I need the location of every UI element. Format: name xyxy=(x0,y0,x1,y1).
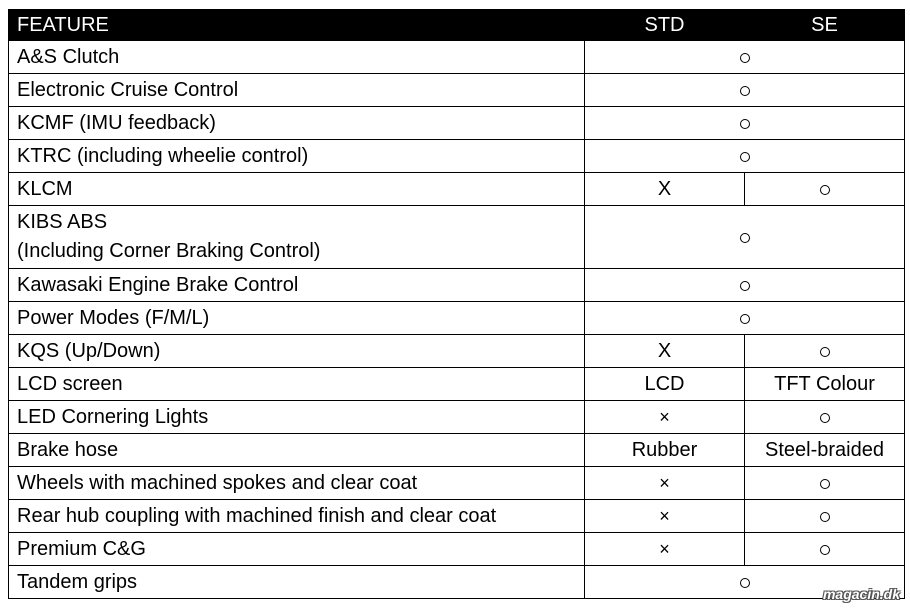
value-cell xyxy=(585,368,745,401)
value-text: × xyxy=(659,407,670,427)
included-mark xyxy=(585,107,905,140)
feature-cell xyxy=(9,566,585,599)
feature-cell xyxy=(9,41,585,74)
feature-cell xyxy=(9,173,585,206)
circle-icon xyxy=(740,53,750,63)
table-row xyxy=(9,500,905,533)
included-mark xyxy=(585,206,905,269)
value-text: X xyxy=(657,340,672,362)
value-text: × xyxy=(659,473,670,493)
feature-label: Brake hose xyxy=(17,438,119,461)
feature-label: LCD screen xyxy=(17,372,123,395)
value-cell xyxy=(745,434,905,467)
value-cell xyxy=(585,500,745,533)
feature-cell xyxy=(9,140,585,173)
value-cell xyxy=(585,173,745,206)
feature-label: LED Cornering Lights xyxy=(17,405,209,428)
circle-icon xyxy=(740,119,750,129)
table-row xyxy=(9,467,905,500)
circle-icon xyxy=(820,479,830,489)
table-row xyxy=(9,434,905,467)
value-cell xyxy=(585,467,745,500)
header-feature: FEATURE xyxy=(9,10,585,41)
feature-label: KLCM xyxy=(17,177,73,200)
included-mark xyxy=(585,302,905,335)
table-body xyxy=(9,41,905,599)
feature-cell xyxy=(9,401,585,434)
table-row xyxy=(9,206,905,269)
watermark: magacin.dk xyxy=(822,586,900,602)
value-text: TFT Colour xyxy=(774,373,875,395)
table-row xyxy=(9,269,905,302)
feature-label: Electronic Cruise Control xyxy=(17,78,239,101)
included-mark xyxy=(745,500,905,533)
value-cell xyxy=(585,401,745,434)
feature-comparison-table xyxy=(8,9,905,599)
header-std: STD xyxy=(585,10,745,41)
feature-label: KIBS ABS xyxy=(17,211,108,233)
value-cell xyxy=(585,533,745,566)
feature-cell xyxy=(9,434,585,467)
circle-icon xyxy=(740,86,750,96)
included-mark xyxy=(745,173,905,206)
feature-cell xyxy=(9,467,585,500)
circle-icon xyxy=(820,545,830,555)
feature-label: Tandem grips xyxy=(17,570,138,593)
feature-label: KCMF (IMU feedback) xyxy=(17,111,216,134)
included-mark xyxy=(745,335,905,368)
table-row xyxy=(9,335,905,368)
feature-cell xyxy=(9,269,585,302)
feature-cell xyxy=(9,74,585,107)
table-row xyxy=(9,41,905,74)
table-row xyxy=(9,107,905,140)
table-row xyxy=(9,533,905,566)
feature-cell xyxy=(9,533,585,566)
included-mark xyxy=(585,41,905,74)
value-text: × xyxy=(659,506,670,526)
value-cell xyxy=(745,368,905,401)
header-se: SE xyxy=(745,10,905,41)
circle-icon xyxy=(820,512,830,522)
feature-cell xyxy=(9,335,585,368)
table-row xyxy=(9,566,905,599)
circle-icon xyxy=(820,413,830,423)
feature-label: Power Modes (F/M/L) xyxy=(17,306,210,329)
table-row xyxy=(9,140,905,173)
included-mark xyxy=(745,467,905,500)
circle-icon xyxy=(820,185,830,195)
circle-icon xyxy=(740,578,750,588)
value-cell xyxy=(585,434,745,467)
feature-cell xyxy=(9,302,585,335)
table-row xyxy=(9,302,905,335)
included-mark xyxy=(585,140,905,173)
value-text: X xyxy=(657,178,672,200)
feature-cell xyxy=(9,368,585,401)
feature-cell xyxy=(9,107,585,140)
value-text: Steel-braided xyxy=(765,439,884,461)
feature-label: Rear hub coupling with machined finish and clear coat xyxy=(17,504,497,527)
header-row xyxy=(9,10,905,41)
feature-label: Premium C&G xyxy=(17,537,146,560)
included-mark xyxy=(585,74,905,107)
value-cell xyxy=(585,335,745,368)
feature-cell xyxy=(9,206,585,269)
feature-label: Wheels with machined spokes and clear coat xyxy=(17,471,418,494)
circle-icon xyxy=(740,152,750,162)
value-text: LCD xyxy=(644,373,685,395)
feature-label: KTRC (including wheelie control) xyxy=(17,144,309,167)
feature-cell xyxy=(9,500,585,533)
table-row xyxy=(9,173,905,206)
included-mark xyxy=(585,269,905,302)
feature-label: Kawasaki Engine Brake Control xyxy=(17,273,299,296)
included-mark xyxy=(745,533,905,566)
circle-icon xyxy=(740,314,750,324)
feature-label-line2: (Including Corner Braking Control) xyxy=(17,240,321,262)
feature-label: KQS (Up/Down) xyxy=(17,339,161,362)
table-row xyxy=(9,401,905,434)
feature-label: A&S Clutch xyxy=(17,45,120,68)
circle-icon xyxy=(740,281,750,291)
value-text: Rubber xyxy=(631,439,698,461)
table-row xyxy=(9,368,905,401)
value-text: × xyxy=(659,539,670,559)
circle-icon xyxy=(740,233,750,243)
circle-icon xyxy=(820,347,830,357)
table-row xyxy=(9,74,905,107)
included-mark xyxy=(745,401,905,434)
